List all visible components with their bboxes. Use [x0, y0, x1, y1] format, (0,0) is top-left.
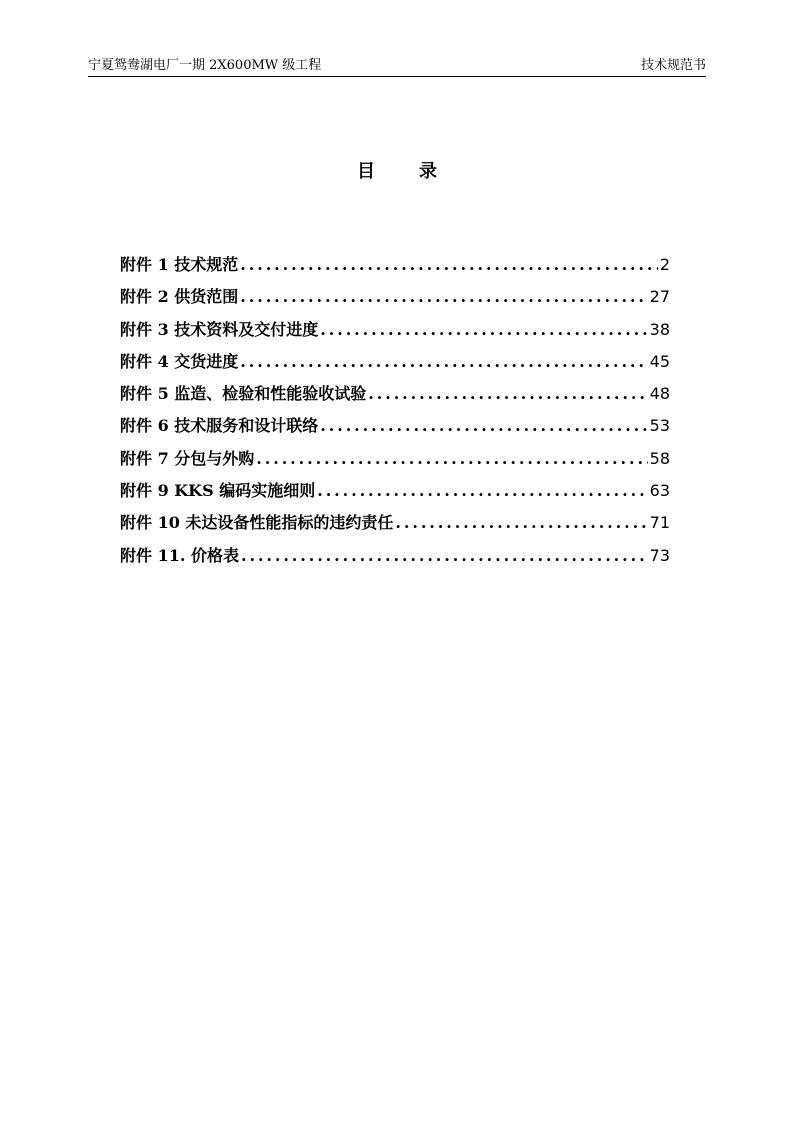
toc-entry-label: 附件 11. 价格表: [120, 545, 239, 565]
document-type: 技术规范书: [640, 58, 706, 73]
toc-entry-label: 附件 6 技术服务和设计联络: [120, 416, 319, 436]
toc-entry-label: 附件 10 未达设备性能指标的违约责任: [120, 513, 394, 533]
toc-entry-label: 附件 1 技术规范: [120, 255, 239, 274]
page-header: [88, 56, 706, 77]
dot-leader: [241, 542, 648, 570]
toc-entry-4[interactable]: [120, 348, 670, 380]
toc-entry-page: 73: [649, 545, 670, 565]
toc-entry-label: 附件 4 交货进度: [120, 351, 239, 371]
toc-entry-7[interactable]: [120, 445, 670, 477]
toc-entry-page: 38: [649, 319, 670, 339]
dot-leader: [240, 348, 647, 376]
toc-entry-page: 27: [649, 287, 670, 307]
dot-leader: [240, 251, 658, 279]
toc-entry-page: 71: [649, 513, 670, 533]
toc-entry-label: 附件 2 供货范围: [120, 287, 239, 307]
toc-title-char-1: 目: [357, 161, 375, 182]
dot-leader: [320, 316, 647, 344]
toc-entry-2[interactable]: [120, 283, 670, 315]
project-title: 宁夏鸳鸯湖电厂一期 2X600MW 级工程: [88, 58, 322, 73]
toc-entry-page: 63: [649, 481, 670, 501]
dot-leader: [240, 283, 647, 311]
toc-entry-6[interactable]: [120, 412, 670, 444]
toc-entry-page: 45: [649, 351, 670, 371]
toc-entry-page: 58: [649, 448, 670, 468]
dot-leader: [256, 445, 647, 473]
dot-leader: [320, 412, 647, 440]
toc-entry-3[interactable]: [120, 316, 670, 348]
toc-entry-8[interactable]: [120, 477, 670, 509]
toc-entry-label: 附件 3 技术资料及交付进度: [120, 319, 319, 339]
toc-entry-label: 附件 5 监造、检验和性能验收试验: [120, 384, 367, 404]
table-of-contents: [120, 251, 670, 574]
toc-entry-9[interactable]: [120, 509, 670, 541]
dot-leader: [368, 380, 647, 408]
toc-entry-label: 附件 9 KKS 编码实施细则: [120, 481, 316, 501]
toc-entry-page: 48: [649, 384, 670, 404]
toc-entry-label: 附件 7 分包与外购: [120, 448, 255, 468]
dot-leader: [395, 509, 647, 537]
toc-entry-10[interactable]: [120, 542, 670, 574]
toc-entry-page: 53: [649, 416, 670, 436]
toc-title-char-2: 录: [419, 161, 437, 182]
toc-title: [0, 160, 794, 184]
toc-entry-5[interactable]: [120, 380, 670, 412]
toc-entry-1[interactable]: [120, 251, 670, 283]
dot-leader: [317, 477, 647, 505]
toc-entry-page: 2: [659, 255, 670, 274]
